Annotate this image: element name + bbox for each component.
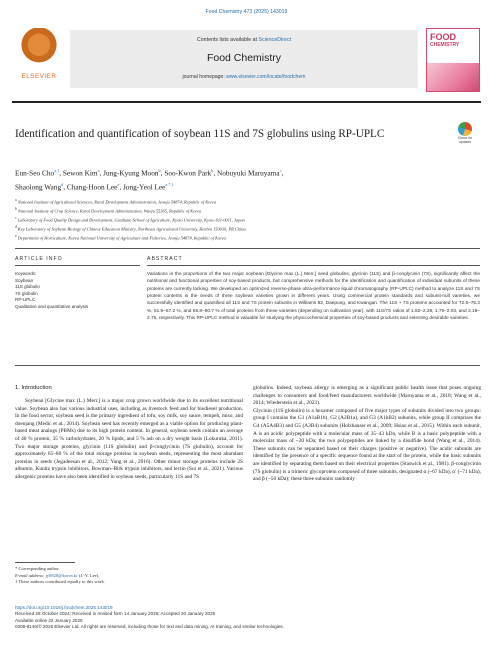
affiliation-item xyxy=(15,233,475,242)
check-updates-label: Check for updates xyxy=(457,136,473,144)
abstract-bottom-rule xyxy=(15,365,480,366)
footnote-rule xyxy=(15,562,75,563)
cover-image xyxy=(427,63,479,91)
publisher-name: ELSEVIER xyxy=(21,73,57,80)
author-affil-marker[interactable]: c xyxy=(279,168,282,173)
cover-title-chemistry: CHEMISTRY xyxy=(430,42,460,48)
journal-info-box xyxy=(70,30,418,88)
affiliation-marker: d xyxy=(15,224,17,229)
keyword: 11S globulin xyxy=(15,284,40,290)
footnotes xyxy=(15,566,245,586)
article-info-rule xyxy=(15,265,140,266)
homepage-prefix: journal homepage: xyxy=(182,74,227,80)
article-metadata xyxy=(15,605,480,630)
intro-left-column: Soybean [Glycine max (L.) Merr.] is a major crop grown worldwide due to its excellent nutritional value. Soybean also has various industrial uses, including as livestock feed and for biodiesel production. In the food sector, soybean seed is the primary ingredient of tofu, soy milk, soy sauce, tempeh, miso, and doenjang (Medic et al., 2014). Soybean seed has recently emerged as a viable option for producing plant-based meat analogs (PBMs) due to its high protein content. In general, soybean seeds contain an average of 40 % protein, 35 % carbohydrates, 20 % lipids, and 5 % ash on a dry weight basis (Lokuruka, 2011). Two major storage proteins, glycinin (11S globulin) and β-conglycinin (7S globulin), account for approximately 65–80 % of the total storage proteins in soybean seeds, representing the most abundant proteins in seeds (Jegadeesan et al., 2012; Yang et al., 2016). Other minor storage proteins include 2S albumin, Kunitz trypsin inhibitors, Bowman–Birk trypsin inhibitors, and lectin (Sui et al., 2021). Various allergenic proteins have also been identified in soybean seeds, particularly 11S and 7S xyxy=(15,398,243,480)
introduction-heading: 1. Introduction xyxy=(15,385,52,391)
author-list: Eun-Seo Cho$^{a,1}$, Sewon Kim$^a$, Jung-Kyung Moon$^b$, Soo-Kwon Park$^b$, Nobuyuki Maruyama$^c$, Shaolong Wang$^d$, Chang-Hoon Lee$^e$, Jong-Yeol Lee$^{a,*,1}$ xyxy=(15,168,284,192)
doi-link[interactable]: https://doi.org/10.1016/j.foodchem.2025.143019 xyxy=(15,605,113,610)
author-name[interactable]: Sewon Kim xyxy=(62,168,98,178)
affiliation-item xyxy=(15,206,475,215)
affiliation-item xyxy=(15,224,475,233)
email-line xyxy=(15,573,245,580)
author-affil-marker[interactable]: a,*,1 xyxy=(165,182,174,188)
abstract-heading: ABSTRACT xyxy=(147,256,183,262)
affiliation-text: Laboratory of Food Quality Design and Development, Graduate School of Agriculture, Kyoto University, Kyoto 611-0011, Japan xyxy=(17,217,245,223)
homepage-line xyxy=(70,74,418,80)
corresponding-note: * Corresponding author. xyxy=(15,566,60,571)
elsevier-logo[interactable] xyxy=(14,28,64,90)
cover-title-food: FOOD xyxy=(430,32,456,42)
article-info-heading: ARTICLE INFO xyxy=(15,256,63,262)
keywords-label: Keywords: xyxy=(15,271,37,276)
article-title: Identification and quantification of soybean 11S and 7S globulins using RP-UPLC xyxy=(15,128,385,140)
front-matter-divider xyxy=(15,248,480,249)
affiliation-marker: c xyxy=(15,215,17,220)
elsevier-tree-icon xyxy=(20,28,58,70)
contents-line xyxy=(70,37,418,43)
author-name[interactable]: Nobuyuki Maruyama xyxy=(216,168,280,178)
masthead-divider xyxy=(12,101,481,103)
keyword: Qualitative and quantitative analysis xyxy=(15,303,89,309)
sciencedirect-link[interactable]: ScienceDirect xyxy=(258,37,292,43)
journal-cover[interactable] xyxy=(426,28,480,92)
author-name[interactable]: Chang-Hoon Lee xyxy=(66,182,118,192)
copyright-line: 0308-8146/© 2025 Elsevier Ltd. All rights are reserved, including those for text and data mining, AI training, and similar technologies. xyxy=(15,623,284,629)
affiliation-item xyxy=(15,197,475,206)
author-affil-marker[interactable]: a,1 xyxy=(54,168,60,173)
author-name[interactable]: Jung-Kyung Moon xyxy=(103,168,159,178)
affiliation-text: National Institute of Agricultural Sciences, Rural Development Administration, Jeonju 54874, Republic of Korea xyxy=(17,199,217,205)
email-link[interactable]: jy0820@korea.kr xyxy=(45,572,78,578)
author-affil-marker[interactable]: b xyxy=(211,168,214,173)
author-affil-marker[interactable]: b xyxy=(158,168,161,173)
journal-name: Food Chemistry xyxy=(206,52,282,64)
author-name[interactable]: Eun-Seo Cho xyxy=(15,168,55,178)
keyword: Soybean xyxy=(15,277,34,283)
received-dates: Received 28 October 2024; Received in revised form 14 January 2025; Accepted 20 January 2025 xyxy=(15,611,216,617)
affiliation-marker: e xyxy=(15,233,17,238)
author-name[interactable]: Shaolong Wang xyxy=(15,182,62,192)
affiliation-text: Department of Horticulture, Korea National University of Agriculture and Fisheries, Jeonju 54874, Republic of Korea xyxy=(17,234,226,240)
affiliation-list xyxy=(15,197,475,241)
author-name[interactable]: Jong-Yeol Lee xyxy=(122,182,166,192)
keyword: RP-UPLC xyxy=(15,297,36,303)
email-label: E-mail address: xyxy=(15,572,46,578)
email-suffix: (J.-Y. Lee). xyxy=(77,572,100,578)
homepage-link[interactable]: www.elsevier.com/locate/foodchem xyxy=(226,74,306,80)
keyword: 7S globulin xyxy=(15,290,38,296)
author-name[interactable]: Soo-Kwon Park xyxy=(164,168,212,178)
affiliation-item xyxy=(15,215,475,224)
check-updates-icon xyxy=(458,122,472,136)
affiliation-marker: b xyxy=(15,206,17,211)
keywords-block xyxy=(15,271,140,311)
available-online: Available online 22 January 2025 xyxy=(15,617,83,623)
author-affil-marker[interactable]: d xyxy=(61,182,64,188)
abstract-rule xyxy=(147,265,480,266)
abstract-text: Variations in the proportions of the two major soybean [Glycine max (L.) Merr.] seed globulins, glycinin (11S) and β-conglycinin (7S), significantly affect the nutritional and functional properties of soy-based products, but comprehensive methods for the identification and quantification of individual subunits of these proteins are currently lacking. We developed an optimized reverse-phase ultra-performance liquid chromatography (RP-UPLC) method to analyze 11S and 7S protein contents in the seeds of three soybean varieties grown in different years. Using commercial protein standards and subunit-null varieties, we successfully identified and quantified all 11S and 7S protein subunits in Williams 82, Daepung, and Kwangan. The 11S + 7S proteins accounted for 72.6–76.2 %, 61.9–67.2 %, and 65.8–80.7 % of total proteins from these varieties (depending on cultivation year), with 11S/7S ratios of 1.82–2.28, 1.79–2.03, and 2.18–2.75, respectively. This RP-UPLC method is valuable for studying the physicochemical properties of soy-based products and selecting desirable varieties. xyxy=(147,272,480,322)
intro-right-column: globulins. Indeed, soybean allergy is emerging as a significant public health issue that poses ongoing challenges to consumers and food/feed manufacturers worldwide (Maruyama et al., 2018; Wang et al., 2014; Wiederstein et al., 2023). Glycinin (11S globulin) is a hexamer composed of five major types of subunits divided into two groups: group I contains the G1 (A1aB1b), G2 (A2B1a), and G3 (A1bB2) subunits, while group II comprises the G4 (A5A4B3) and G5 (A3B4) subunits (Holzhauser et al., 2009; Hsiao et al., 2015). Within each subunit, A is an acidic polypeptide with a molecular mass of 35–43 kDa, while B is a basic polypeptide with a molecular mass of ~20 kDa; the two polypeptides are linked by a disulfide bond (Wang et al., 2014). These subunits can be separated based on their charges (positive or negative). The acidic subunits are identified by the presence of a specific sequence found at the start of the protein, while the basic subunits are identified by separating them based on their electrical properties (Staswick et al., 1981). β-conglycinin (7S globulin) is a trimeric glycoprotein composed of three subunits, designated α (~67 kDa), α′ (~71 kDa), and β (~50 kDa); these three subunits randomly xyxy=(253,385,481,483)
affiliation-marker: a xyxy=(15,198,17,202)
running-header[interactable]: Food Chemistry 473 (2025) 143019 xyxy=(205,9,288,15)
check-updates-button[interactable] xyxy=(453,122,477,148)
equal-contribution-note: 1 These authors contributed equally to this work. xyxy=(15,579,105,585)
author-affil-marker[interactable]: e xyxy=(117,182,120,188)
affiliation-text: Key Laboratory of Soybean Biology of Chinese Education Ministry, Northeast Agricultural University, Harbin 150030, PR China xyxy=(17,226,246,232)
journal-masthead xyxy=(12,28,481,92)
author-affil-marker[interactable]: a xyxy=(97,168,100,173)
contents-prefix: Contents lists available at xyxy=(196,37,259,43)
affiliation-text: National Institute of Crop Science, Rural Development Administration, Wanju 55365, Republic of Korea xyxy=(17,208,202,214)
